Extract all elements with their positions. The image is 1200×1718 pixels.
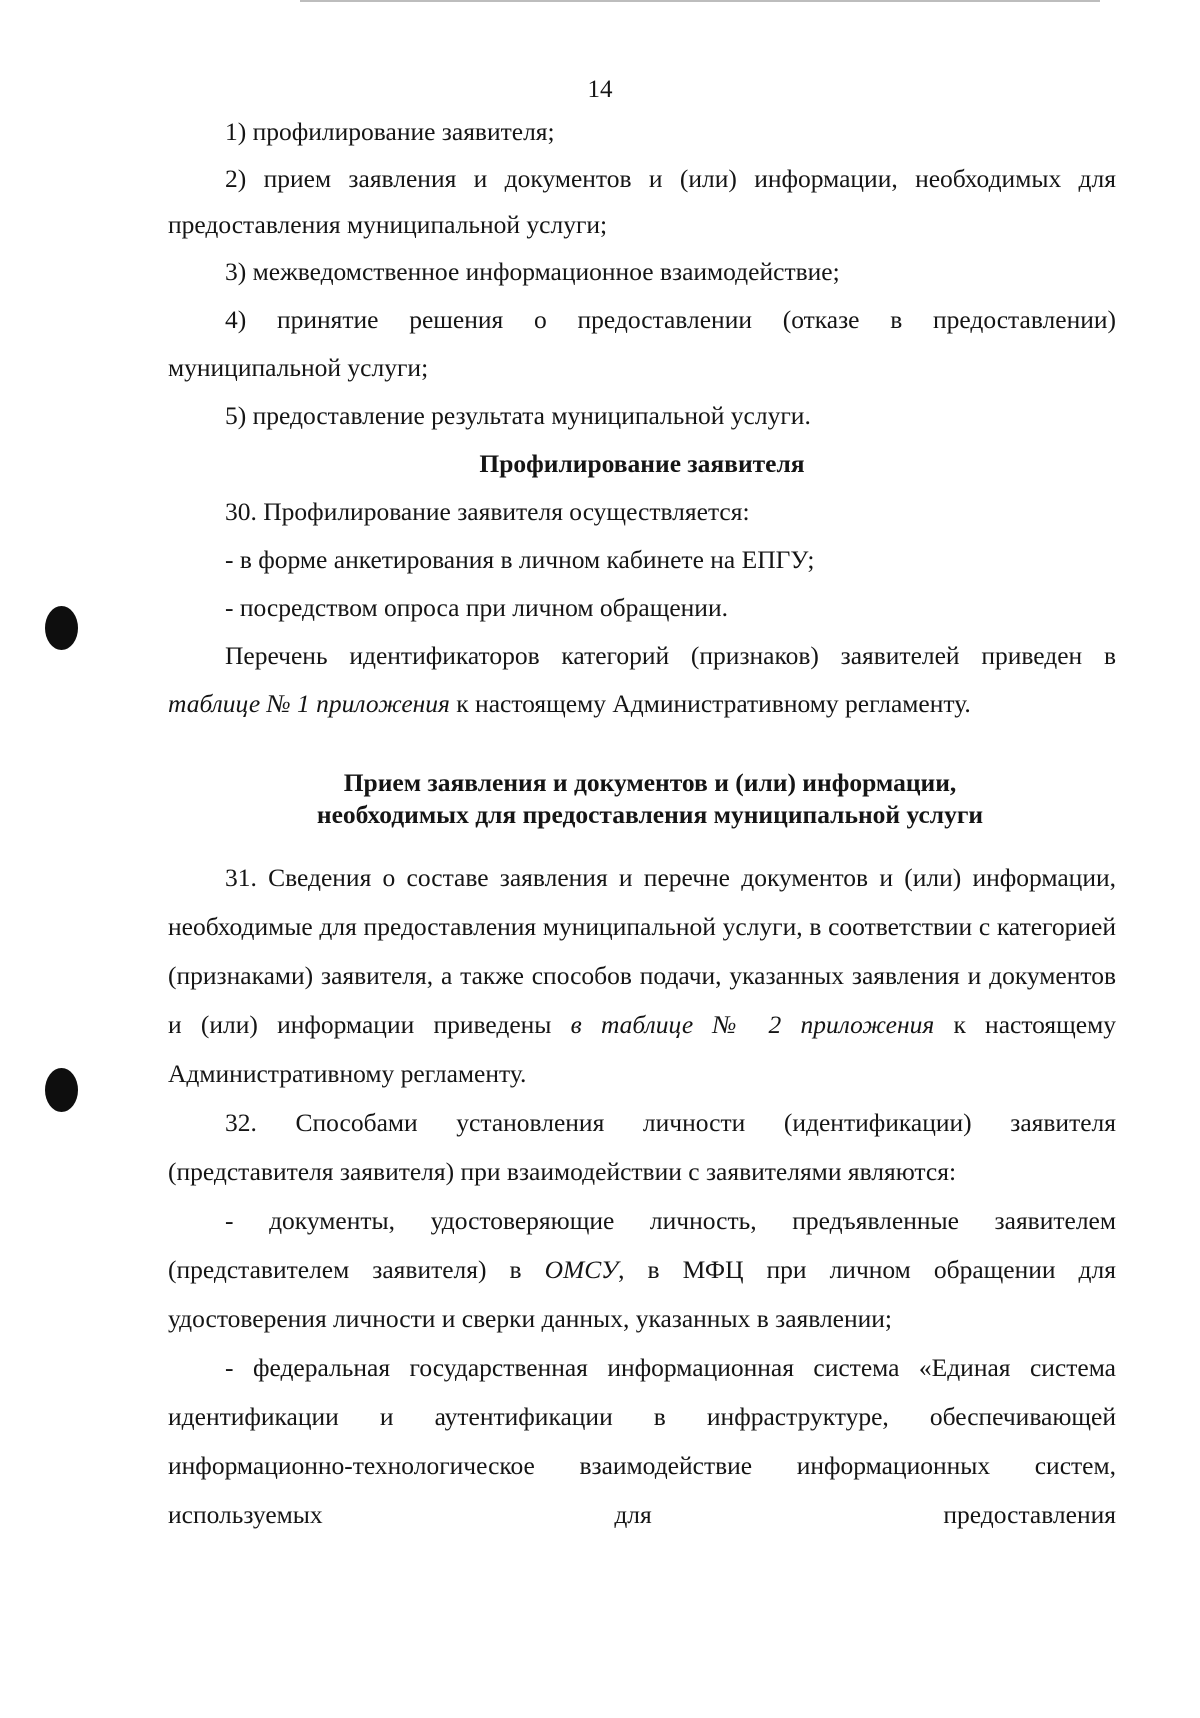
stage-item: 4) принятие решения о предоставлении (отказе в предоставлении) муниципальной услуги; [168,305,1116,382]
paragraph-text: к настоящему Административному регламенту. [168,1010,1116,1088]
paragraph-32: 32. Способами установления личности (идентификации) заявителя (представителя заявителя) при взаимодействии с заявителями являются: [168,1108,1116,1186]
bullet-item: - федеральная государственная информационная система «Единая система идентификации и аутентификации в инфраструктуре, обеспечивающей информационно-технологическое взаимодействие информационных систем, используемых для предоставления [168,1353,1116,1529]
omsu-reference: ОМСУ [544,1255,619,1284]
paragraph-30: 30. Профилирование заявителя осуществляется: [225,497,750,526]
table-reference: в таблице № 2 приложения [570,1010,935,1039]
section-heading [168,767,1116,831]
paragraph-text: Перечень идентификаторов категорий (признаков) заявителей приведен в [225,641,1116,670]
document-body [168,108,1116,1539]
stage-item: 3) межведомственное информационное взаимодействие; [225,257,840,286]
section-heading: Профилирование заявителя [479,449,805,478]
stage-item: 1) профилирование заявителя; [225,117,555,146]
categories-paragraph [168,632,1116,728]
scan-edge-line [300,0,1100,2]
stage-item: 2) прием заявления и документов и (или) информации, необходимых для предоставления муниципальной услуги; [168,164,1116,239]
table-reference: таблице № 1 приложения [168,689,450,718]
heading-line: Прием заявления и документов и (или) информации, [343,768,957,797]
page-number: 14 [587,76,613,103]
bullet-item: - в форме анкетирования в личном кабинете на ЕПГУ; [225,545,815,574]
hole-punch-mark [45,1068,78,1112]
paragraph-text: - документы, удостоверяющие личность, предъявленные заявителем (представителем заявителя) в [168,1206,1116,1284]
heading-line: необходимых для предоставления муниципальной услуги [316,800,984,829]
paragraph-text: 31. Сведения о составе заявления и перечне документов и (или) информации, необходимые для предоставления муниципальной услуги, в соответствии с категорией (признаками) заявителя, а также способов подачи, указанных заявления и документов и (или) информации приведены [168,863,1116,1039]
hole-punch-mark [45,606,78,650]
bullet-item: - посредством опроса при личном обращении. [225,593,728,622]
paragraph-text: , в МФЦ при личном обращении для удостоверения личности и сверки данных, указанных в заявлении; [168,1255,1116,1333]
paragraph-text: к настоящему Административному регламенту. [449,689,971,718]
stage-item: 5) предоставление результата муниципальной услуги. [225,401,811,430]
paragraph-31 [168,853,1116,1098]
bullet-item [168,1196,1116,1343]
